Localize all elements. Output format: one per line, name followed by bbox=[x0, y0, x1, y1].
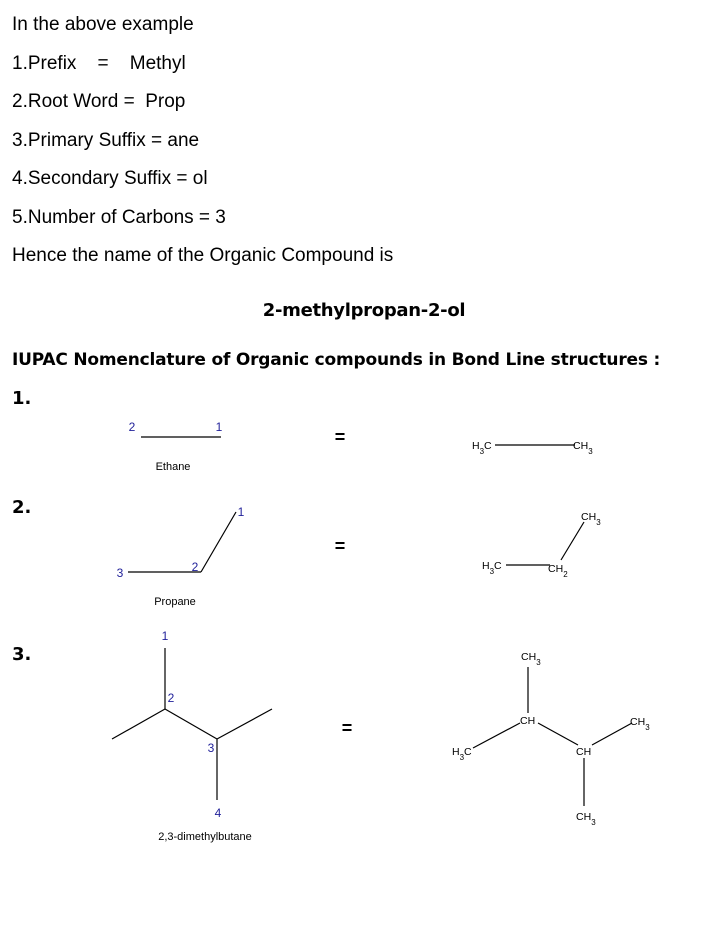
dmb-bond-methyl-left bbox=[112, 709, 165, 739]
ethane-ch3: $CH_3$ bbox=[573, 440, 593, 456]
dmb-carbon-2: 2 bbox=[167, 691, 175, 705]
dmb-ch3-right: $CH_3$ bbox=[630, 716, 650, 732]
dmb-carbon-3: 3 bbox=[207, 741, 215, 755]
example-number-2: 2. bbox=[12, 497, 32, 518]
intro-line-1: In the above example bbox=[12, 14, 194, 35]
intro-line-carbons: 5.Number of Carbons = 3 bbox=[12, 207, 226, 228]
intro-line-root-word: 2.Root Word = Prop bbox=[12, 91, 186, 112]
ethane-carbon-2: 2 bbox=[128, 420, 136, 434]
section-heading: IUPAC Nomenclature of Organic compounds in Bond Line structures : bbox=[12, 350, 661, 370]
dmb-ch3-bottom: $CH_3$ bbox=[576, 811, 596, 827]
intro-line-prefix: 1.Prefix = Methyl bbox=[12, 53, 186, 74]
dmb-bond-c2-c3 bbox=[165, 709, 217, 739]
ethane-carbon-1: 1 bbox=[215, 420, 223, 434]
propane-bond-c2-c1 bbox=[201, 512, 236, 572]
propane-carbon-3: 3 bbox=[116, 566, 124, 580]
intro-line-secondary-suffix: 4.Secondary Suffix = ol bbox=[12, 168, 208, 189]
propane-ch2: $CH_2$ bbox=[548, 563, 568, 579]
example-number-1: 1. bbox=[12, 388, 32, 409]
dmb-carbon-4: 4 bbox=[214, 806, 222, 820]
equals-sign-3: = bbox=[341, 718, 353, 738]
dmb-ch-right: CH bbox=[576, 746, 592, 758]
example-number-3: 3. bbox=[12, 644, 32, 665]
propane-ch3: $CH_3$ bbox=[581, 511, 601, 527]
dmb-condensed-bond-middle bbox=[538, 723, 578, 745]
intro-line-primary-suffix: 3.Primary Suffix = ane bbox=[12, 130, 200, 151]
equals-sign-1: = bbox=[334, 427, 346, 447]
dmb-bond-methyl-right bbox=[217, 709, 272, 739]
propane-h3c: $H_3C$ bbox=[482, 560, 502, 576]
dmb-h3c: $H_3C$ bbox=[452, 746, 472, 762]
intro-line-hence: Hence the name of the Organic Compound is bbox=[12, 245, 394, 266]
dmb-condensed-bond-right bbox=[592, 723, 632, 745]
ethane-h3c: $H_3C$ bbox=[472, 440, 492, 456]
propane-condensed-bond-2 bbox=[561, 522, 584, 560]
equals-sign-2: = bbox=[334, 536, 346, 556]
dmb-ch3-top: $CH_3$ bbox=[521, 651, 541, 667]
propane-name: Propane bbox=[154, 596, 196, 608]
dmb-carbon-1: 1 bbox=[161, 629, 169, 643]
ethane-name: Ethane bbox=[155, 461, 191, 473]
dmb-name: 2,3-dimethylbutane bbox=[158, 831, 252, 843]
dmb-ch-left: CH bbox=[520, 715, 536, 727]
propane-carbon-2: 2 bbox=[191, 560, 199, 574]
propane-carbon-1: 1 bbox=[237, 505, 245, 519]
compound-name: 2-methylpropan-2-ol bbox=[262, 300, 466, 321]
dmb-condensed-bond-left bbox=[473, 723, 520, 748]
